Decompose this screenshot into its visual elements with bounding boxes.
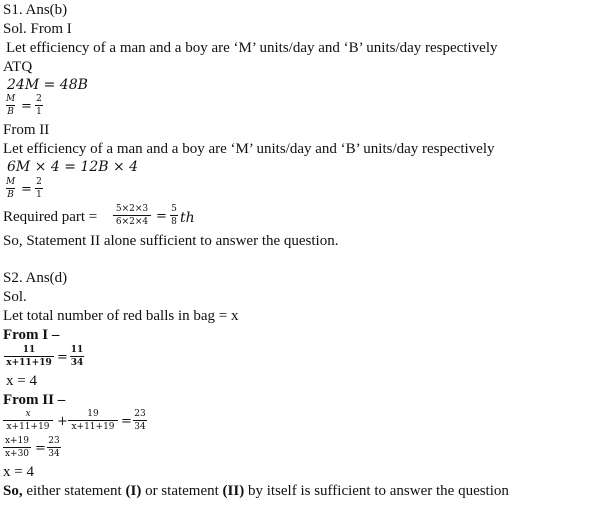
s2-sol-label: Sol.	[3, 289, 27, 305]
s1-ratio2-den-left: B	[7, 190, 14, 200]
s2-eq-ii2-den-right: 34	[48, 449, 60, 459]
fraction-bar	[47, 447, 61, 448]
s1-ratio2-right-fraction	[35, 177, 43, 200]
s2-eq-ii2-equals: =	[35, 441, 46, 456]
s2-eq-i-equals: =	[57, 350, 68, 365]
s1-ratio1-den-left: B	[7, 107, 14, 117]
s2-eq-ii-f1-den: x+11+19	[6, 422, 50, 432]
s2-conclusion-c: by itself is sufficient to answer the question	[244, 483, 509, 499]
s1-ratio2-num-right: 2	[36, 177, 42, 187]
fraction-bar	[68, 420, 118, 421]
s2-conclusion-i: (I)	[125, 483, 142, 499]
s2-eq-ii-fraction1	[3, 409, 53, 432]
s2-eq-i-right-fraction	[70, 345, 84, 368]
fraction-bar	[70, 356, 84, 357]
s1-ratio1-right-fraction	[35, 94, 43, 117]
s1-line1: Let efficiency of a man and a boy are ‘M’ units/day and ‘B’ units/day respectively	[6, 40, 498, 56]
s2-eq-ii2-num-left: x+19	[4, 436, 30, 446]
s1-ratio1-num-right: 2	[36, 94, 42, 104]
s1-required-suffix: th	[180, 210, 195, 226]
fraction-bar	[4, 356, 54, 357]
s1-ratio2-den-right: 1	[36, 190, 42, 200]
s2-eq-ii2-den-left: x+30	[4, 449, 30, 459]
s2-eq-ii-equals: =	[121, 414, 132, 429]
s2-from-ii: From II –	[3, 392, 66, 408]
s2-eq-ii-f2-den: x+11+19	[71, 422, 115, 432]
s2-conclusion-b: or statement	[141, 483, 223, 499]
s1-sol-label: Sol. From I	[3, 21, 72, 37]
s2-eq-ii-r-num: 23	[134, 409, 146, 419]
s1-ratio2-left-fraction	[6, 177, 15, 200]
s1-required-den: 6×2×4	[115, 217, 149, 227]
s1-required-result-fraction	[170, 204, 178, 227]
s1-required-result-den: 8	[171, 217, 177, 227]
s1-required-fraction	[113, 204, 151, 227]
s2-heading: S2. Ans(d)	[3, 270, 68, 286]
s1-required-result-num: 5	[171, 204, 177, 214]
s2-eq-i-num-left: 11	[22, 345, 36, 355]
s2-eq-ii-plus: +	[57, 414, 68, 429]
s2-eq-ii-fraction2	[68, 409, 118, 432]
fraction-bar	[35, 105, 43, 106]
s2-from-i: From I –	[3, 327, 60, 343]
fraction-bar	[133, 420, 147, 421]
fraction-bar	[113, 215, 151, 216]
s2-x-result2: x = 4	[3, 464, 34, 480]
fraction-bar	[3, 447, 31, 448]
s1-ratio2-num-left: M	[6, 177, 16, 187]
s2-conclusion-ii: (II)	[222, 483, 245, 499]
s1-conclusion: So, Statement II alone sufficient to answer the question.	[3, 233, 339, 249]
fraction-bar	[6, 105, 15, 106]
s2-eq-ii-result-fraction	[133, 409, 147, 432]
s1-required-label: Required part =	[3, 209, 98, 225]
s2-eq-ii2-left-fraction	[3, 436, 31, 459]
s2-eq-ii-f2-num: 19	[87, 409, 99, 419]
s2-conclusion-a: either statement	[22, 483, 126, 499]
s1-from-ii: From II	[3, 122, 50, 138]
s2-eq-i-left-fraction	[4, 345, 54, 368]
s2-eq-ii2-right-fraction	[47, 436, 61, 459]
s2-x-result1: x = 4	[6, 373, 37, 389]
s1-heading: S1. Ans(b)	[3, 2, 68, 18]
s1-required-num: 5×2×3	[115, 204, 149, 214]
s2-eq-i-num-right: 11	[70, 345, 84, 355]
fraction-bar	[170, 215, 178, 216]
fraction-bar	[35, 188, 43, 189]
s2-eq-i-den-left: x+11+19	[6, 358, 52, 368]
s2-eq-i-den-right: 34	[70, 358, 84, 368]
s1-eq2: 6M × 4 = 12B × 4	[7, 159, 139, 175]
fraction-bar	[3, 420, 53, 421]
s2-line1: Let total number of red balls in bag = x	[3, 308, 239, 324]
s1-ratio1-left-fraction	[6, 94, 15, 117]
s1-eq1: 24M = 48B	[7, 77, 88, 93]
s2-conclusion-so: So,	[3, 483, 23, 499]
s2-eq-ii2-num-right: 23	[48, 436, 60, 446]
fraction-bar	[6, 188, 15, 189]
s2-conclusion	[3, 483, 509, 500]
s1-line2: Let efficiency of a man and a boy are ‘M’ units/day and ‘B’ units/day respectively	[3, 141, 495, 157]
s1-ratio1-den-right: 1	[36, 107, 42, 117]
s2-eq-ii-r-den: 34	[134, 422, 146, 432]
s1-atq: ATQ	[3, 59, 33, 75]
s1-required-equals: =	[156, 209, 167, 224]
s1-ratio1-equals: =	[21, 99, 32, 114]
s1-ratio1-num-left: M	[6, 94, 16, 104]
s1-ratio2-equals: =	[21, 182, 32, 197]
s2-eq-ii-f1-num: x	[25, 409, 31, 419]
